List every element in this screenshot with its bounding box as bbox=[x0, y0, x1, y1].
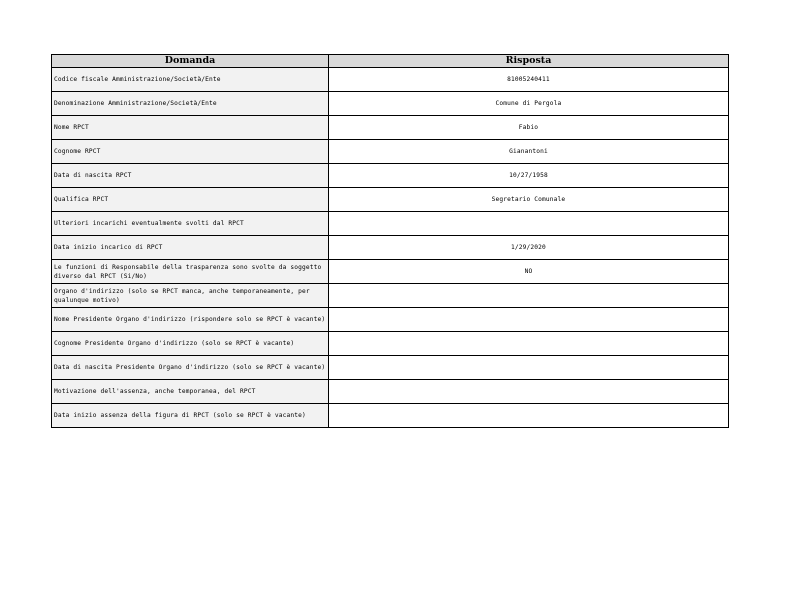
answer-cell bbox=[329, 332, 729, 356]
answer-cell: 81005240411 bbox=[329, 68, 729, 92]
question-cell: Le funzioni di Responsabile della trasparenza sono svolte da soggetto diverso dal RPCT (Si/No) bbox=[52, 260, 329, 284]
question-cell: Data di nascita RPCT bbox=[52, 164, 329, 188]
question-cell: Motivazione dell'assenza, anche temporanea, del RPCT bbox=[52, 380, 329, 404]
question-cell: Codice fiscale Amministrazione/Società/Ente bbox=[52, 68, 329, 92]
answer-cell bbox=[329, 212, 729, 236]
question-cell: Cognome RPCT bbox=[52, 140, 329, 164]
question-cell: Cognome Presidente Organo d'indirizzo (solo se RPCT è vacante) bbox=[52, 332, 329, 356]
table-row bbox=[52, 212, 729, 236]
table-row bbox=[52, 260, 729, 284]
answer-cell: Fabio bbox=[329, 116, 729, 140]
answer-cell bbox=[329, 380, 729, 404]
question-cell: Nome RPCT bbox=[52, 116, 329, 140]
table-row bbox=[52, 116, 729, 140]
answer-cell: Segretario Comunale bbox=[329, 188, 729, 212]
question-cell: Data di nascita Presidente Organo d'indirizzo (solo se RPCT è vacante) bbox=[52, 356, 329, 380]
table-row bbox=[52, 188, 729, 212]
table-row bbox=[52, 164, 729, 188]
answer-cell: 1/29/2020 bbox=[329, 236, 729, 260]
answer-cell: NO bbox=[329, 260, 729, 284]
answer-cell bbox=[329, 356, 729, 380]
question-cell: Qualifica RPCT bbox=[52, 188, 329, 212]
question-cell: Organo d'indirizzo (solo se RPCT manca, anche temporaneamente, per qualunque motivo) bbox=[52, 284, 329, 308]
answer-cell bbox=[329, 308, 729, 332]
rpct-table bbox=[51, 54, 729, 428]
table-row bbox=[52, 356, 729, 380]
answer-cell: 10/27/1958 bbox=[329, 164, 729, 188]
table-row bbox=[52, 308, 729, 332]
question-cell: Data inizio assenza della figura di RPCT (solo se RPCT è vacante) bbox=[52, 404, 329, 428]
answer-cell bbox=[329, 284, 729, 308]
question-cell: Data inizio incarico di RPCT bbox=[52, 236, 329, 260]
table-row bbox=[52, 380, 729, 404]
question-cell: Denominazione Amministrazione/Società/Ente bbox=[52, 92, 329, 116]
table-row bbox=[52, 140, 729, 164]
answer-cell bbox=[329, 404, 729, 428]
question-cell: Nome Presidente Organo d'indirizzo (rispondere solo se RPCT è vacante) bbox=[52, 308, 329, 332]
header-domanda: Domanda bbox=[52, 55, 329, 68]
answer-cell: Comune di Pergola bbox=[329, 92, 729, 116]
table-header-row bbox=[52, 55, 729, 68]
header-risposta: Risposta bbox=[329, 55, 729, 68]
question-cell: Ulteriori incarichi eventualmente svolti dal RPCT bbox=[52, 212, 329, 236]
answer-cell: Gianantoni bbox=[329, 140, 729, 164]
table-row bbox=[52, 68, 729, 92]
table-row bbox=[52, 236, 729, 260]
table-row bbox=[52, 92, 729, 116]
table-row bbox=[52, 404, 729, 428]
table-row bbox=[52, 284, 729, 308]
table-row bbox=[52, 332, 729, 356]
